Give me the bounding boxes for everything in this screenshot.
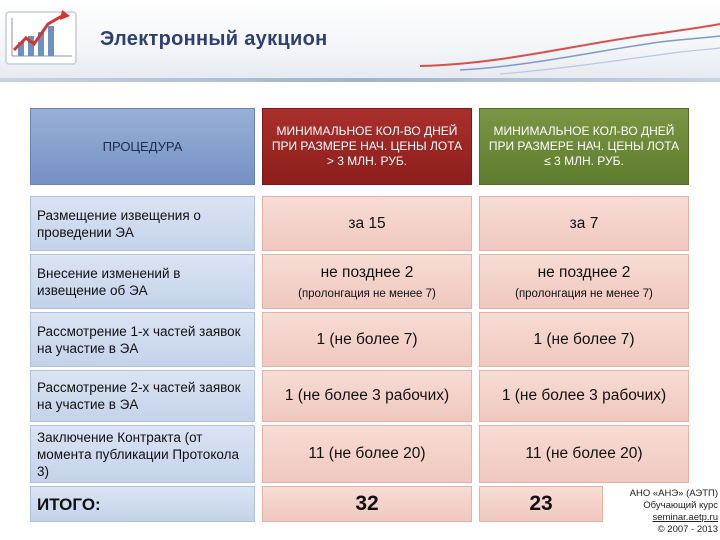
footer-link[interactable]: seminar.aetp.ru [652,512,718,523]
procedure-cell: Рассмотрение 2-х частей заявок на участие в ЭА [30,370,255,422]
total-value-text: 32 [355,492,379,515]
total-value-over-3m [262,486,472,522]
procedure-cell: Рассмотрение 1-х частей заявок на участие в ЭА [30,312,255,367]
value-note: (пролонгация не менее 7) [298,287,436,300]
value-cell-under-3m [479,196,689,251]
total-value-text: 23 [529,492,553,515]
total-value-under-3m [479,486,603,522]
value-cell-under-3m [479,312,689,367]
value-text: 1 (не более 7) [316,330,418,348]
procedure-cell: Внесение изменений в извещение об ЭА [30,254,255,309]
decorative-wave-icon [420,6,720,76]
organization-footer [606,488,718,536]
value-text: 11 (не более 20) [525,445,643,462]
footer-line: © 2007 - 2013 [657,524,718,535]
value-note: (пролонгация не менее 7) [515,287,653,300]
value-text: не позднее 2 [537,263,631,281]
procedure-cell: Размещение извещения о проведении ЭА [30,196,255,251]
value-cell-over-3m [262,425,472,483]
value-text: 1 (не более 7) [533,330,635,348]
value-cell-over-3m [262,254,472,309]
growth-chart-logo-icon [4,6,84,70]
value-cell-under-3m [479,254,689,309]
footer-line: Обучающий курс [643,500,718,511]
value-text: не позднее 2 [320,263,414,281]
value-cell-over-3m [262,196,472,251]
value-text: 11 (не более 20) [308,445,426,462]
column-header-procedure: ПРОЦЕДУРА [30,108,255,185]
footer-line: АНО «АНЭ» (АЭТП) [629,488,718,499]
value-text: за 15 [348,214,386,232]
value-text: за 7 [569,214,599,232]
slide-header [0,0,720,80]
procedure-cell: Заключение Контракта (от момента публикации Протокола 3) [30,425,255,483]
value-cell-over-3m [262,370,472,422]
total-label: ИТОГО: [30,486,255,522]
value-cell-under-3m [479,370,689,422]
value-cell-under-3m [479,425,689,483]
value-text: 1 (не более 3 рабочих) [501,387,667,404]
value-text: 1 (не более 3 рабочих) [284,387,450,404]
value-cell-over-3m [262,312,472,367]
column-header-over-3m: МИНИМАЛЬНОЕ КОЛ-ВО ДНЕЙ ПРИ РАЗМЕРЕ НАЧ. ЦЕНЫ ЛОТА > 3 МЛН. РУБ. [262,108,472,185]
header-divider [0,78,720,82]
column-header-under-3m: МИНИМАЛЬНОЕ КОЛ-ВО ДНЕЙ ПРИ РАЗМЕРЕ НАЧ. ЦЕНЫ ЛОТА ≤ 3 МЛН. РУБ. [479,108,689,185]
page-title: Электронный аукцион [100,28,328,50]
